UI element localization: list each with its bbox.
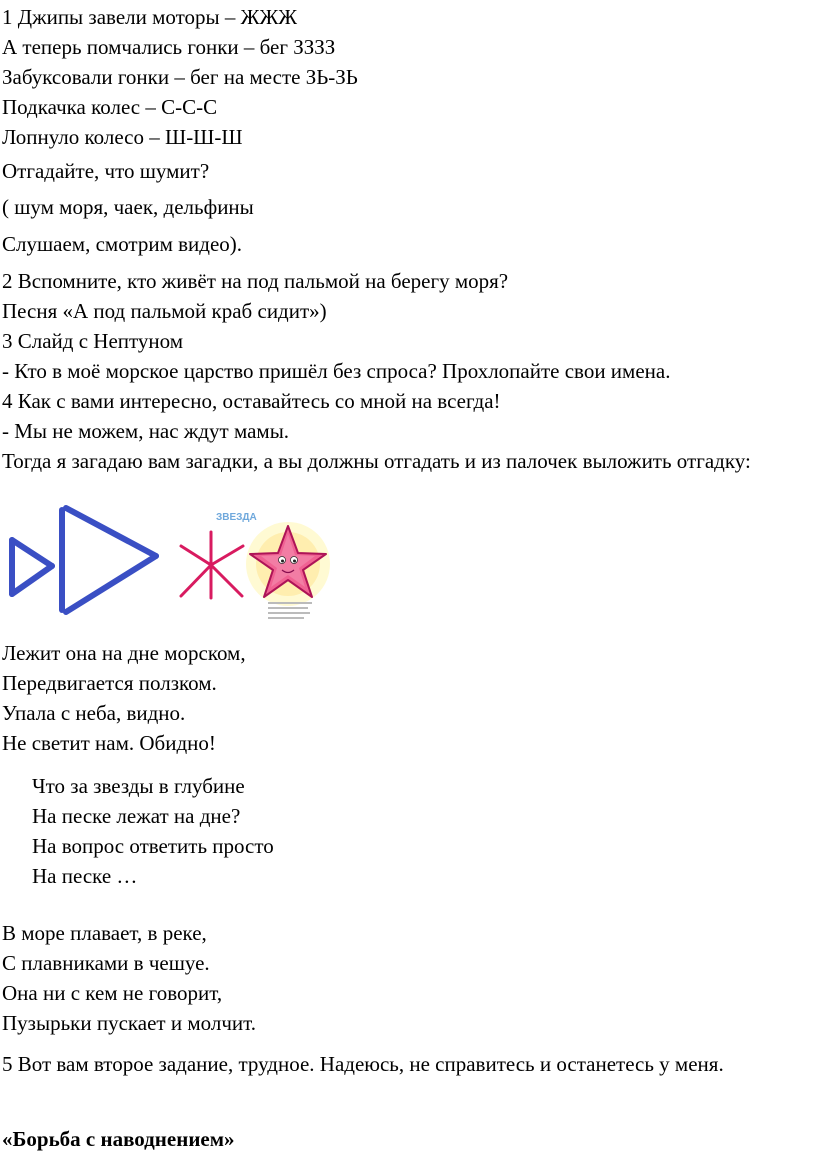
text-line: Лопнуло колесо – Ш-Ш-Ш (2, 125, 243, 149)
text-line: Забуксовали гонки – бег на месте ЗЬ-ЗЬ (2, 65, 358, 89)
text-line: Пузырьки пускает и молчит. (2, 1011, 256, 1035)
riddle-fish (2, 918, 810, 1038)
star-stick-figure (181, 532, 243, 598)
text-line: На песке … (32, 864, 138, 888)
section-2-5 (2, 266, 810, 446)
text-line: Песня «А под пальмой краб сидит») (2, 299, 327, 323)
text-line: ( шум моря, чаек, дельфины (2, 195, 254, 219)
text-line: - Кто в моё морское царство пришёл без спроса? Прохлопайте свои имена. (2, 359, 671, 383)
text-line: Лежит она на дне морском, (2, 641, 246, 665)
text-line: 3 Слайд с Нептуном (2, 329, 184, 353)
text-line: В море плавает, в реке, (2, 921, 207, 945)
guess-question (2, 156, 810, 186)
star-caption: ЗВЕЗДА (216, 512, 257, 523)
text-line: Упала с неба, видно. (2, 701, 186, 725)
text-line: - Мы не можем, нас ждут мамы. (2, 419, 290, 443)
riddle-starfish (2, 638, 810, 758)
text-line: С плавниками в чешуе. (2, 951, 210, 975)
stick-figures-illustration (0, 498, 340, 628)
riddle-intro: Тогда я загадаю вам загадки, а вы должны отгадать и из палочек выложить отгадку: (2, 449, 751, 473)
text-line: Что за звезды в глубине (32, 774, 245, 798)
sea-noise-note (2, 192, 810, 222)
text-line: 4 Как с вами интересно, оставайтесь со мной на всегда! (2, 389, 501, 413)
section-heading: «Борьба с наводнением» (2, 1127, 235, 1151)
text-line: Передвигается ползком. (2, 671, 217, 695)
text-line: На песке лежат на дне? (32, 804, 241, 828)
text-line: 2 Вспомните, кто живёт на под пальмой на берегу моря? (2, 269, 509, 293)
riddle-stars-in-depth (2, 771, 816, 891)
text-line: Не светит нам. Обидно! (2, 731, 216, 755)
section-1-sounds (2, 2, 810, 152)
fish-stick-figure (12, 508, 156, 612)
text-line: А теперь помчались гонки – бег ЗЗЗЗ (2, 35, 336, 59)
starfish-picture (216, 512, 330, 619)
text-line: Она ни с кем не говорит, (2, 981, 223, 1005)
text-line: Отгадайте, что шумит? (2, 159, 210, 183)
text-line: 1 Джипы завели моторы – ЖЖЖ (2, 5, 298, 29)
text-line: Подкачка колес – С-С-С (2, 95, 218, 119)
text-line: Слушаем, смотрим видео). (2, 232, 243, 256)
text-line: На вопрос ответить просто (32, 834, 274, 858)
task-5: 5 Вот вам второе задание, трудное. Надеюсь, не справитесь и останетесь у меня. (2, 1052, 724, 1076)
watch-video-note (2, 229, 810, 259)
